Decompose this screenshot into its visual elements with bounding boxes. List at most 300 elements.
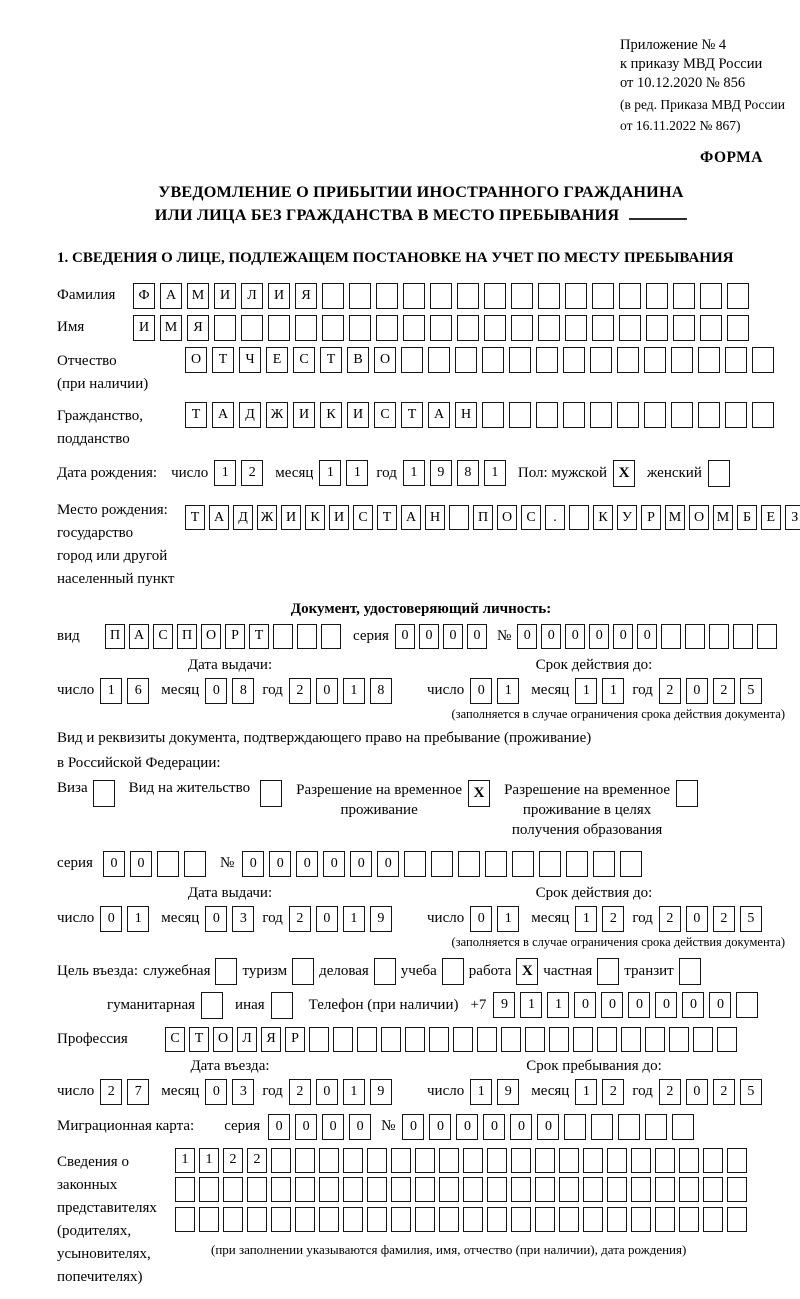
char-cell[interactable]: 0 <box>323 851 345 877</box>
char-cell[interactable] <box>430 283 452 309</box>
char-cell[interactable]: 0 <box>628 992 650 1018</box>
char-cell[interactable] <box>322 283 344 309</box>
char-cell[interactable] <box>343 1148 363 1173</box>
char-cell[interactable]: 0 <box>205 678 227 704</box>
char-cell[interactable]: 0 <box>205 1079 227 1105</box>
char-cell[interactable] <box>247 1207 267 1232</box>
char-cell[interactable] <box>295 1207 315 1232</box>
char-cell[interactable]: И <box>281 505 301 530</box>
char-cell[interactable] <box>482 347 504 373</box>
char-cell[interactable] <box>673 283 695 309</box>
char-cell[interactable] <box>752 347 774 373</box>
char-cell[interactable]: А <box>129 624 149 649</box>
char-cell[interactable] <box>617 347 639 373</box>
char-cell[interactable] <box>669 1027 689 1052</box>
char-cell[interactable]: 1 <box>346 460 368 486</box>
char-cell[interactable] <box>439 1148 459 1173</box>
char-cell[interactable]: В <box>347 347 369 373</box>
char-cell[interactable]: 2 <box>659 678 681 704</box>
char-cell[interactable] <box>559 1177 579 1202</box>
char-cell[interactable] <box>538 315 560 341</box>
char-cell[interactable] <box>655 1177 675 1202</box>
char-cell[interactable] <box>671 402 693 428</box>
char-cell[interactable] <box>391 1177 411 1202</box>
char-cell[interactable]: 0 <box>296 851 318 877</box>
char-cell[interactable]: 1 <box>575 906 597 932</box>
char-cell[interactable] <box>646 315 668 341</box>
char-cell[interactable] <box>241 315 263 341</box>
purpose-study-checkbox[interactable] <box>442 958 464 985</box>
char-cell[interactable] <box>511 315 533 341</box>
char-cell[interactable]: 0 <box>686 678 708 704</box>
char-cell[interactable] <box>511 283 533 309</box>
char-cell[interactable]: Н <box>455 402 477 428</box>
purpose-humanitarian-checkbox[interactable] <box>201 992 223 1019</box>
char-cell[interactable]: С <box>153 624 173 649</box>
char-cell[interactable] <box>322 315 344 341</box>
char-cell[interactable] <box>539 851 561 877</box>
char-cell[interactable]: 1 <box>484 460 506 486</box>
char-cell[interactable]: И <box>329 505 349 530</box>
char-cell[interactable] <box>439 1207 459 1232</box>
char-cell[interactable]: И <box>268 283 290 309</box>
char-cell[interactable] <box>403 315 425 341</box>
char-cell[interactable] <box>501 1027 521 1052</box>
char-cell[interactable]: А <box>209 505 229 530</box>
char-cell[interactable] <box>199 1207 219 1232</box>
char-cell[interactable] <box>698 347 720 373</box>
char-cell[interactable]: 1 <box>199 1148 219 1173</box>
char-cell[interactable]: К <box>593 505 613 530</box>
char-cell[interactable]: У <box>617 505 637 530</box>
char-cell[interactable]: 1 <box>100 678 122 704</box>
char-cell[interactable] <box>511 1207 531 1232</box>
char-cell[interactable] <box>631 1148 651 1173</box>
char-cell[interactable] <box>415 1177 435 1202</box>
char-cell[interactable] <box>199 1177 219 1202</box>
char-cell[interactable] <box>525 1027 545 1052</box>
char-cell[interactable]: 0 <box>443 624 463 649</box>
char-cell[interactable] <box>484 283 506 309</box>
char-cell[interactable] <box>223 1177 243 1202</box>
char-cell[interactable] <box>487 1177 507 1202</box>
char-cell[interactable]: 1 <box>175 1148 195 1173</box>
char-cell[interactable] <box>319 1177 339 1202</box>
char-cell[interactable]: Т <box>185 402 207 428</box>
char-cell[interactable] <box>559 1148 579 1173</box>
char-cell[interactable]: 2 <box>713 1079 735 1105</box>
char-cell[interactable]: О <box>201 624 221 649</box>
char-cell[interactable]: 0 <box>130 851 152 877</box>
char-cell[interactable]: 2 <box>289 678 311 704</box>
char-cell[interactable] <box>214 315 236 341</box>
char-cell[interactable]: 3 <box>232 906 254 932</box>
char-cell[interactable] <box>349 315 371 341</box>
char-cell[interactable]: 2 <box>223 1148 243 1173</box>
char-cell[interactable]: 0 <box>100 906 122 932</box>
char-cell[interactable] <box>247 1177 267 1202</box>
char-cell[interactable]: 0 <box>537 1114 559 1140</box>
char-cell[interactable]: К <box>320 402 342 428</box>
char-cell[interactable]: 0 <box>541 624 561 649</box>
char-cell[interactable]: Н <box>425 505 445 530</box>
char-cell[interactable]: 2 <box>602 1079 624 1105</box>
char-cell[interactable]: Ж <box>266 402 288 428</box>
char-cell[interactable] <box>415 1148 435 1173</box>
char-cell[interactable] <box>367 1207 387 1232</box>
char-cell[interactable]: Т <box>212 347 234 373</box>
char-cell[interactable]: 5 <box>740 1079 762 1105</box>
char-cell[interactable] <box>593 851 615 877</box>
char-cell[interactable] <box>477 1027 497 1052</box>
char-cell[interactable]: П <box>177 624 197 649</box>
char-cell[interactable] <box>592 315 614 341</box>
char-cell[interactable] <box>700 283 722 309</box>
char-cell[interactable] <box>404 851 426 877</box>
gender-female-checkbox[interactable] <box>708 460 730 487</box>
char-cell[interactable]: Л <box>241 283 263 309</box>
char-cell[interactable]: 3 <box>232 1079 254 1105</box>
char-cell[interactable] <box>391 1207 411 1232</box>
char-cell[interactable] <box>391 1148 411 1173</box>
gender-male-checkbox[interactable]: X <box>613 460 635 487</box>
char-cell[interactable]: Я <box>295 283 317 309</box>
char-cell[interactable] <box>565 315 587 341</box>
char-cell[interactable]: 0 <box>242 851 264 877</box>
char-cell[interactable] <box>449 505 469 530</box>
purpose-other-checkbox[interactable] <box>271 992 293 1019</box>
char-cell[interactable] <box>592 283 614 309</box>
char-cell[interactable] <box>319 1148 339 1173</box>
char-cell[interactable] <box>679 1148 699 1173</box>
char-cell[interactable]: 2 <box>289 906 311 932</box>
char-cell[interactable]: М <box>187 283 209 309</box>
char-cell[interactable] <box>645 1027 665 1052</box>
char-cell[interactable] <box>349 283 371 309</box>
char-cell[interactable]: Т <box>249 624 269 649</box>
char-cell[interactable]: 1 <box>470 1079 492 1105</box>
temp-residence-checkbox[interactable]: X <box>468 780 490 807</box>
char-cell[interactable]: 1 <box>575 678 597 704</box>
char-cell[interactable] <box>661 624 681 649</box>
char-cell[interactable]: Ч <box>239 347 261 373</box>
char-cell[interactable]: 1 <box>497 678 519 704</box>
char-cell[interactable] <box>455 347 477 373</box>
char-cell[interactable] <box>619 315 641 341</box>
char-cell[interactable] <box>321 624 341 649</box>
char-cell[interactable] <box>583 1207 603 1232</box>
char-cell[interactable]: О <box>497 505 517 530</box>
char-cell[interactable] <box>703 1148 723 1173</box>
purpose-transit-checkbox[interactable] <box>679 958 701 985</box>
char-cell[interactable]: П <box>105 624 125 649</box>
char-cell[interactable] <box>565 283 587 309</box>
char-cell[interactable] <box>573 1027 593 1052</box>
char-cell[interactable] <box>644 402 666 428</box>
char-cell[interactable]: А <box>212 402 234 428</box>
char-cell[interactable] <box>297 624 317 649</box>
char-cell[interactable] <box>700 315 722 341</box>
char-cell[interactable] <box>157 851 179 877</box>
char-cell[interactable] <box>538 283 560 309</box>
char-cell[interactable]: 1 <box>343 906 365 932</box>
char-cell[interactable]: Ф <box>133 283 155 309</box>
char-cell[interactable] <box>223 1207 243 1232</box>
char-cell[interactable]: А <box>160 283 182 309</box>
char-cell[interactable] <box>184 851 206 877</box>
char-cell[interactable]: М <box>713 505 733 530</box>
char-cell[interactable] <box>673 315 695 341</box>
char-cell[interactable]: 0 <box>322 1114 344 1140</box>
char-cell[interactable]: Р <box>285 1027 305 1052</box>
temp-residence-edu-checkbox[interactable] <box>676 780 698 807</box>
char-cell[interactable]: О <box>689 505 709 530</box>
char-cell[interactable] <box>620 851 642 877</box>
char-cell[interactable]: С <box>353 505 373 530</box>
char-cell[interactable]: 0 <box>350 851 372 877</box>
char-cell[interactable] <box>295 1177 315 1202</box>
char-cell[interactable]: 1 <box>602 678 624 704</box>
char-cell[interactable]: 2 <box>100 1079 122 1105</box>
char-cell[interactable]: 0 <box>589 624 609 649</box>
char-cell[interactable]: 0 <box>470 906 492 932</box>
char-cell[interactable] <box>463 1207 483 1232</box>
char-cell[interactable] <box>415 1207 435 1232</box>
char-cell[interactable]: 0 <box>395 624 415 649</box>
char-cell[interactable]: Р <box>225 624 245 649</box>
char-cell[interactable] <box>549 1027 569 1052</box>
char-cell[interactable] <box>671 347 693 373</box>
char-cell[interactable] <box>597 1027 617 1052</box>
char-cell[interactable]: 0 <box>429 1114 451 1140</box>
char-cell[interactable] <box>733 624 753 649</box>
char-cell[interactable] <box>439 1177 459 1202</box>
char-cell[interactable] <box>511 1148 531 1173</box>
char-cell[interactable] <box>621 1027 641 1052</box>
char-cell[interactable] <box>457 315 479 341</box>
char-cell[interactable] <box>655 1148 675 1173</box>
char-cell[interactable] <box>487 1207 507 1232</box>
char-cell[interactable]: 2 <box>659 1079 681 1105</box>
char-cell[interactable]: 0 <box>103 851 125 877</box>
char-cell[interactable] <box>271 1148 291 1173</box>
char-cell[interactable]: Д <box>239 402 261 428</box>
char-cell[interactable] <box>319 1207 339 1232</box>
char-cell[interactable]: 8 <box>370 678 392 704</box>
char-cell[interactable]: А <box>401 505 421 530</box>
char-cell[interactable] <box>511 1177 531 1202</box>
char-cell[interactable]: 9 <box>493 992 515 1018</box>
char-cell[interactable]: С <box>293 347 315 373</box>
char-cell[interactable]: 1 <box>547 992 569 1018</box>
char-cell[interactable]: 0 <box>686 906 708 932</box>
char-cell[interactable]: И <box>133 315 155 341</box>
char-cell[interactable] <box>590 347 612 373</box>
char-cell[interactable]: Я <box>261 1027 281 1052</box>
char-cell[interactable]: 0 <box>419 624 439 649</box>
char-cell[interactable]: И <box>293 402 315 428</box>
char-cell[interactable]: 0 <box>709 992 731 1018</box>
purpose-official-checkbox[interactable] <box>215 958 237 985</box>
char-cell[interactable] <box>512 851 534 877</box>
char-cell[interactable]: С <box>521 505 541 530</box>
char-cell[interactable] <box>644 347 666 373</box>
char-cell[interactable]: 2 <box>659 906 681 932</box>
char-cell[interactable] <box>536 347 558 373</box>
char-cell[interactable]: 6 <box>127 678 149 704</box>
char-cell[interactable] <box>685 624 705 649</box>
char-cell[interactable]: 1 <box>403 460 425 486</box>
char-cell[interactable]: С <box>165 1027 185 1052</box>
char-cell[interactable]: Т <box>377 505 397 530</box>
char-cell[interactable] <box>703 1207 723 1232</box>
char-cell[interactable]: 0 <box>655 992 677 1018</box>
char-cell[interactable]: 2 <box>289 1079 311 1105</box>
char-cell[interactable]: И <box>347 402 369 428</box>
char-cell[interactable] <box>333 1027 353 1052</box>
char-cell[interactable]: 0 <box>456 1114 478 1140</box>
char-cell[interactable]: 9 <box>497 1079 519 1105</box>
char-cell[interactable]: Е <box>761 505 781 530</box>
char-cell[interactable]: О <box>213 1027 233 1052</box>
char-cell[interactable]: 1 <box>343 678 365 704</box>
char-cell[interactable]: 0 <box>565 624 585 649</box>
char-cell[interactable]: 0 <box>470 678 492 704</box>
char-cell[interactable] <box>583 1148 603 1173</box>
char-cell[interactable] <box>463 1177 483 1202</box>
char-cell[interactable]: 1 <box>343 1079 365 1105</box>
char-cell[interactable] <box>645 1114 667 1140</box>
char-cell[interactable] <box>698 402 720 428</box>
char-cell[interactable] <box>343 1177 363 1202</box>
char-cell[interactable]: 9 <box>370 906 392 932</box>
char-cell[interactable]: 1 <box>319 460 341 486</box>
char-cell[interactable] <box>727 315 749 341</box>
char-cell[interactable]: 8 <box>232 678 254 704</box>
char-cell[interactable]: 0 <box>269 851 291 877</box>
char-cell[interactable]: 0 <box>402 1114 424 1140</box>
char-cell[interactable] <box>736 992 758 1018</box>
char-cell[interactable] <box>268 315 290 341</box>
char-cell[interactable] <box>618 1114 640 1140</box>
char-cell[interactable] <box>717 1027 737 1052</box>
char-cell[interactable]: Я <box>187 315 209 341</box>
char-cell[interactable] <box>727 1148 747 1173</box>
char-cell[interactable]: П <box>473 505 493 530</box>
char-cell[interactable]: 0 <box>205 906 227 932</box>
residence-permit-checkbox[interactable] <box>260 780 282 807</box>
char-cell[interactable]: 0 <box>316 906 338 932</box>
char-cell[interactable] <box>631 1207 651 1232</box>
char-cell[interactable]: 2 <box>713 678 735 704</box>
char-cell[interactable]: Т <box>320 347 342 373</box>
char-cell[interactable] <box>727 283 749 309</box>
char-cell[interactable]: 2 <box>602 906 624 932</box>
char-cell[interactable]: 0 <box>268 1114 290 1140</box>
char-cell[interactable] <box>709 624 729 649</box>
char-cell[interactable] <box>431 851 453 877</box>
char-cell[interactable] <box>458 851 480 877</box>
char-cell[interactable]: Б <box>737 505 757 530</box>
char-cell[interactable]: 0 <box>682 992 704 1018</box>
char-cell[interactable] <box>566 851 588 877</box>
char-cell[interactable] <box>401 347 423 373</box>
char-cell[interactable]: 0 <box>467 624 487 649</box>
char-cell[interactable]: Т <box>185 505 205 530</box>
char-cell[interactable] <box>487 1148 507 1173</box>
char-cell[interactable] <box>376 315 398 341</box>
char-cell[interactable]: 0 <box>349 1114 371 1140</box>
char-cell[interactable]: 0 <box>295 1114 317 1140</box>
char-cell[interactable] <box>583 1177 603 1202</box>
char-cell[interactable] <box>428 347 450 373</box>
char-cell[interactable] <box>564 1114 586 1140</box>
char-cell[interactable]: 1 <box>214 460 236 486</box>
char-cell[interactable]: . <box>545 505 565 530</box>
char-cell[interactable] <box>703 1177 723 1202</box>
char-cell[interactable] <box>693 1027 713 1052</box>
char-cell[interactable] <box>453 1027 473 1052</box>
char-cell[interactable]: 0 <box>510 1114 532 1140</box>
char-cell[interactable]: 1 <box>520 992 542 1018</box>
char-cell[interactable]: С <box>374 402 396 428</box>
char-cell[interactable] <box>672 1114 694 1140</box>
char-cell[interactable] <box>752 402 774 428</box>
char-cell[interactable] <box>271 1207 291 1232</box>
purpose-work-checkbox[interactable]: X <box>516 958 538 985</box>
char-cell[interactable]: 9 <box>430 460 452 486</box>
char-cell[interactable] <box>376 283 398 309</box>
char-cell[interactable]: 0 <box>637 624 657 649</box>
char-cell[interactable] <box>679 1207 699 1232</box>
char-cell[interactable] <box>271 1177 291 1202</box>
char-cell[interactable]: Е <box>266 347 288 373</box>
char-cell[interactable]: 0 <box>316 1079 338 1105</box>
char-cell[interactable] <box>485 851 507 877</box>
char-cell[interactable]: Т <box>189 1027 209 1052</box>
char-cell[interactable] <box>631 1177 651 1202</box>
char-cell[interactable]: И <box>214 283 236 309</box>
char-cell[interactable] <box>559 1207 579 1232</box>
char-cell[interactable]: 2 <box>247 1148 267 1173</box>
char-cell[interactable] <box>535 1177 555 1202</box>
char-cell[interactable] <box>535 1207 555 1232</box>
char-cell[interactable]: К <box>305 505 325 530</box>
char-cell[interactable]: А <box>428 402 450 428</box>
char-cell[interactable] <box>617 402 639 428</box>
char-cell[interactable]: 2 <box>241 460 263 486</box>
char-cell[interactable] <box>405 1027 425 1052</box>
char-cell[interactable]: 0 <box>574 992 596 1018</box>
char-cell[interactable]: Ж <box>257 505 277 530</box>
char-cell[interactable] <box>569 505 589 530</box>
char-cell[interactable] <box>403 283 425 309</box>
char-cell[interactable] <box>175 1177 195 1202</box>
char-cell[interactable]: 7 <box>127 1079 149 1105</box>
char-cell[interactable] <box>591 1114 613 1140</box>
char-cell[interactable] <box>563 402 585 428</box>
char-cell[interactable]: 1 <box>127 906 149 932</box>
char-cell[interactable] <box>563 347 585 373</box>
char-cell[interactable] <box>457 283 479 309</box>
char-cell[interactable] <box>619 283 641 309</box>
char-cell[interactable]: 9 <box>370 1079 392 1105</box>
char-cell[interactable] <box>655 1207 675 1232</box>
char-cell[interactable] <box>725 347 747 373</box>
char-cell[interactable]: 5 <box>740 906 762 932</box>
char-cell[interactable]: О <box>374 347 396 373</box>
char-cell[interactable]: Л <box>237 1027 257 1052</box>
